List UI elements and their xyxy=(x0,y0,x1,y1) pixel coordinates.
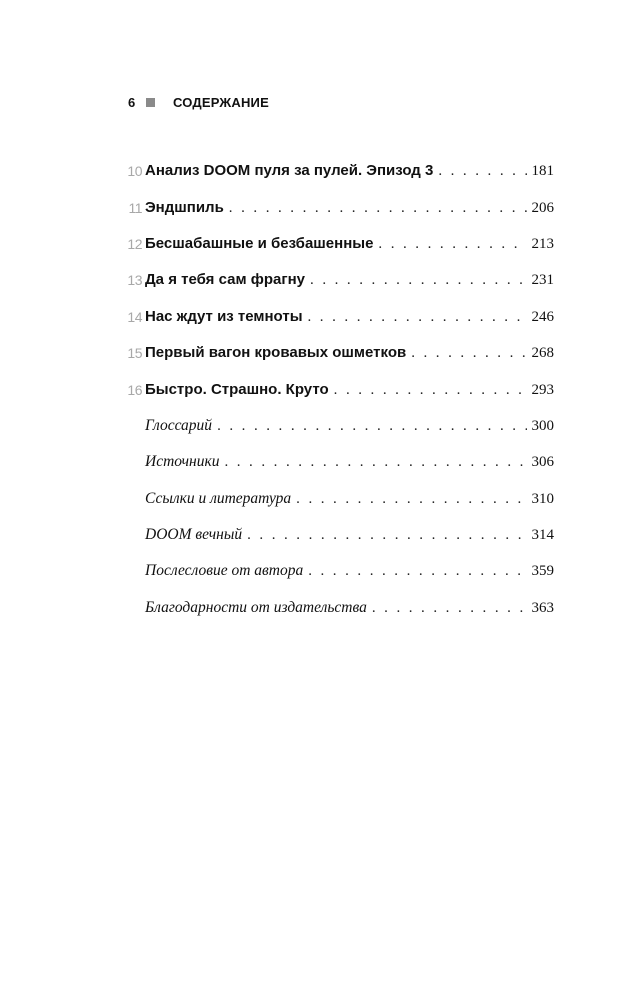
dot-leader xyxy=(296,491,526,508)
toc-appendix-doom-eternal[interactable] xyxy=(112,517,554,553)
page-number: 6 xyxy=(128,94,136,110)
toc-chapter-12[interactable] xyxy=(112,226,554,262)
appendix-title: Глоссарий xyxy=(145,416,213,434)
toc-chapter-10[interactable] xyxy=(112,153,554,189)
toc-chapter-13[interactable] xyxy=(112,262,554,298)
table-of-contents xyxy=(112,153,554,626)
toc-entry-line xyxy=(145,308,554,326)
chapter-number: 12 xyxy=(127,235,142,252)
chapter-title: Эндшпиль xyxy=(145,198,224,216)
page-reference: 231 xyxy=(531,272,554,289)
page-reference: 213 xyxy=(531,235,554,252)
toc-entry-line xyxy=(145,344,554,362)
chapter-title: Бесшабашные и безбашенные xyxy=(145,234,374,252)
chapter-number: 10 xyxy=(127,163,142,180)
toc-entry-line xyxy=(145,599,554,617)
toc-appendix-glossary[interactable] xyxy=(112,408,554,444)
dot-leader xyxy=(378,236,526,253)
page-reference: 359 xyxy=(531,563,554,580)
toc-entry-line xyxy=(145,162,554,180)
toc-entry-line xyxy=(145,199,554,217)
page-reference: 293 xyxy=(531,381,554,398)
page-reference: 306 xyxy=(531,454,554,471)
dot-leader xyxy=(372,600,527,617)
toc-entry-line xyxy=(145,490,554,508)
chapter-title: Да я тебя сам фрагну xyxy=(145,271,306,289)
dot-leader xyxy=(438,163,526,180)
toc-entry-line xyxy=(145,562,554,580)
appendix-title: DOOM вечный xyxy=(145,526,243,544)
chapter-number: 14 xyxy=(127,308,142,325)
dot-leader xyxy=(308,309,527,326)
page-reference: 363 xyxy=(531,599,554,616)
dot-leader xyxy=(310,272,526,289)
toc-chapter-11[interactable] xyxy=(112,189,554,225)
page-reference: 310 xyxy=(531,490,554,507)
toc-entry-line xyxy=(145,417,554,435)
page-header xyxy=(128,91,269,113)
chapter-number: 13 xyxy=(127,272,142,289)
toc-chapter-15[interactable] xyxy=(112,335,554,371)
dot-leader xyxy=(308,563,526,580)
chapter-number: 11 xyxy=(128,199,142,216)
page-reference: 181 xyxy=(531,163,554,180)
chapter-title: Анализ DOOM пуля за пулей. Эпизод 3 xyxy=(145,162,434,180)
dot-leader xyxy=(224,454,526,471)
toc-chapter-16[interactable] xyxy=(112,371,554,407)
dot-leader xyxy=(229,200,527,217)
toc-entry-line xyxy=(145,526,554,544)
chapter-title: Нас ждут из темноты xyxy=(145,307,303,325)
toc-appendix-acknowledgements[interactable] xyxy=(112,590,554,626)
dot-leader xyxy=(217,418,526,435)
toc-entry-line xyxy=(145,271,554,289)
page-reference: 300 xyxy=(531,417,554,434)
toc-chapter-14[interactable] xyxy=(112,299,554,335)
toc-entry-line xyxy=(145,381,554,399)
appendix-title: Источники xyxy=(145,453,220,471)
page-reference: 314 xyxy=(531,527,554,544)
page-reference: 268 xyxy=(531,345,554,362)
section-title: СОДЕРЖАНИЕ xyxy=(173,94,269,110)
page-reference: 206 xyxy=(531,199,554,216)
dot-leader xyxy=(411,345,526,362)
chapter-number: 16 xyxy=(127,381,142,398)
appendix-title: Благодарности от издательства xyxy=(145,598,367,616)
toc-appendix-afterword[interactable] xyxy=(112,553,554,589)
dot-leader xyxy=(334,382,527,399)
toc-entry-line xyxy=(145,453,554,471)
page-reference: 246 xyxy=(531,308,554,325)
toc-appendix-references[interactable] xyxy=(112,481,554,517)
toc-entry-line xyxy=(145,235,554,253)
appendix-title: Ссылки и литература xyxy=(145,489,292,507)
chapter-title: Первый вагон кровавых ошметков xyxy=(145,344,407,362)
dot-leader xyxy=(247,527,526,544)
toc-appendix-sources[interactable] xyxy=(112,444,554,480)
header-square-icon xyxy=(146,98,155,107)
appendix-title: Послесловие от автора xyxy=(145,562,304,580)
chapter-title: Быстро. Страшно. Круто xyxy=(145,380,329,398)
chapter-number: 15 xyxy=(127,345,142,362)
